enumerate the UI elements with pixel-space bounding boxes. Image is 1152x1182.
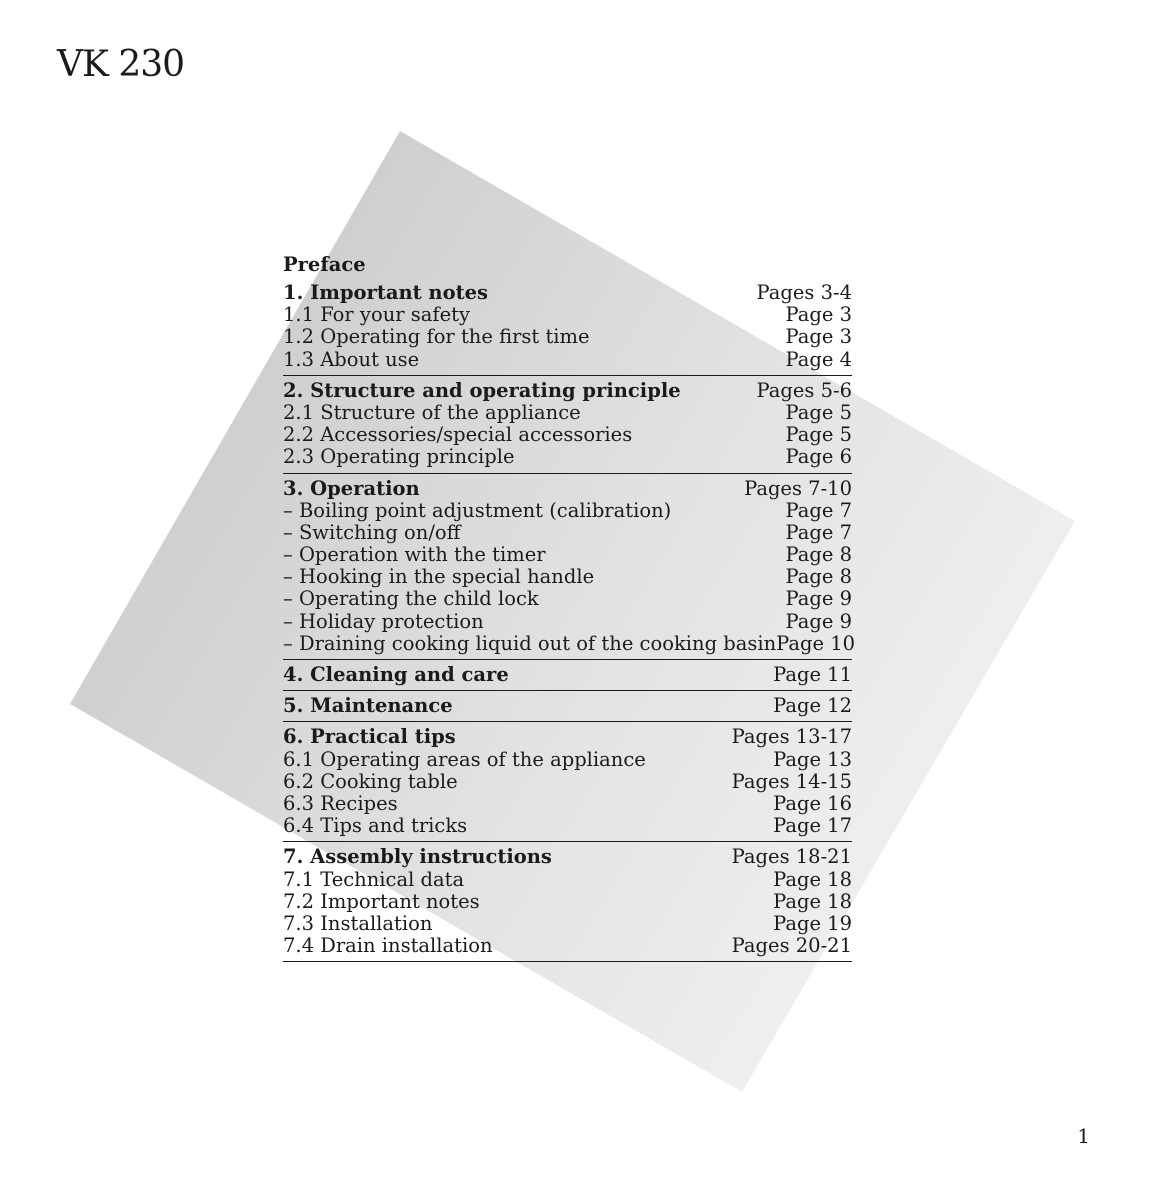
toc-section: [283, 476, 856, 661]
toc-entry: [283, 500, 852, 522]
toc-entry: [283, 749, 852, 771]
toc-heading-pages: Pages 18-21: [731, 845, 852, 869]
toc-heading-label: 7. Assembly instructions: [283, 845, 552, 869]
toc-entry-pages: Page 7: [785, 498, 852, 522]
toc-heading-label: 1. Important notes: [283, 281, 489, 304]
toc-entry-pages: Page 4: [785, 347, 852, 371]
toc-entry-pages: Page 7: [785, 520, 852, 544]
toc-entry-label: 7.3 Installation: [283, 911, 433, 935]
toc-section: [283, 282, 852, 376]
toc-heading-pages: Pages 5-6: [756, 378, 852, 402]
toc-section-heading: [283, 380, 852, 402]
toc-entry-pages: Page 18: [773, 867, 852, 891]
toc-heading-label: 2. Structure and operating principle: [283, 378, 681, 402]
toc-entry-label: – Boiling point adjustment (calibration): [283, 498, 672, 522]
toc-entry-pages: Page 6: [785, 445, 852, 469]
toc-entry-pages: Page 10: [776, 631, 856, 655]
toc-section-heading: [283, 282, 852, 304]
toc-entry-pages: Page 9: [785, 587, 852, 611]
toc-heading-pages: Page 12: [773, 694, 852, 718]
toc-heading-pages: Pages 3-4: [756, 281, 852, 304]
toc-section: [283, 846, 852, 962]
toc-entry-pages: Page 3: [785, 325, 852, 349]
toc-entry: [283, 402, 852, 424]
toc-entry: [283, 566, 852, 588]
toc-entry-label: 2.3 Operating principle: [283, 445, 515, 469]
toc-entry-label: – Switching on/off: [283, 520, 461, 544]
toc-entry-label: 7.1 Technical data: [283, 867, 465, 891]
toc-entry-label: 7.2 Important notes: [283, 889, 480, 913]
toc-entry-label: 1.1 For your safety: [283, 303, 471, 327]
toc-preface: Preface: [283, 253, 366, 276]
toc-entry: [283, 815, 852, 837]
toc-entry-label: – Holiday protection: [283, 609, 484, 633]
toc-entry-label: 1.3 About use: [283, 347, 420, 371]
toc-entry-pages: Page 9: [785, 609, 852, 633]
toc-entry-label: 2.2 Accessories/special accessories: [283, 423, 633, 447]
toc-entry-label: 1.2 Operating for the first time: [283, 325, 590, 349]
toc-entry-label: 7.4 Drain installation: [283, 934, 493, 958]
toc-entry: [283, 891, 852, 913]
toc-heading-label: 5. Maintenance: [283, 694, 453, 718]
toc-entry: [283, 771, 852, 793]
toc-entry: [283, 304, 852, 326]
toc-entry-pages: Page 8: [785, 543, 852, 567]
toc-heading-label: 4. Cleaning and care: [283, 663, 509, 686]
toc-section-heading: [283, 478, 852, 500]
toc-entry: [283, 424, 852, 446]
toc-entry-pages: Page 17: [773, 814, 852, 838]
toc-heading-label: 3. Operation: [283, 476, 420, 500]
document-title: VK 230: [57, 44, 185, 85]
toc-section-heading: [283, 846, 852, 868]
toc-entry-label: 6.1 Operating areas of the appliance: [283, 747, 646, 771]
toc-entry-label: – Hooking in the special handle: [283, 565, 595, 589]
toc-entry: [283, 326, 852, 348]
toc-section-heading: [283, 695, 852, 717]
toc-entry-pages: Page 5: [785, 423, 852, 447]
toc-entry-label: – Operating the child lock: [283, 587, 539, 611]
toc-entry: [283, 793, 852, 815]
toc-section-heading: [283, 726, 852, 748]
toc-entry-pages: Page 8: [785, 565, 852, 589]
toc-entry: [283, 349, 852, 371]
table-of-contents: [283, 252, 856, 962]
toc-entry: [283, 544, 852, 566]
toc-heading-label: 6. Practical tips: [283, 725, 456, 749]
toc-entry-pages: Page 16: [773, 791, 852, 815]
toc-entry-label: 2.1 Structure of the appliance: [283, 400, 581, 424]
toc-entry-label: – Draining cooking liquid out of the cooking basin: [283, 631, 777, 655]
toc-entry: [283, 869, 852, 891]
toc-entry-pages: Pages 20-21: [731, 934, 852, 958]
toc-entry-label: 6.3 Recipes: [283, 791, 398, 815]
toc-section: [283, 695, 852, 722]
toc-entry-pages: Page 13: [773, 747, 852, 771]
toc-entry-pages: Page 3: [785, 303, 852, 327]
toc-entry: [283, 935, 852, 957]
toc-section: [283, 726, 852, 842]
toc-entry: [283, 611, 852, 633]
toc-entry-label: – Operation with the timer: [283, 543, 546, 567]
toc-entry-pages: Page 18: [773, 889, 852, 913]
toc-heading-pages: Pages 7-10: [744, 476, 852, 500]
toc-entry-label: 6.2 Cooking table: [283, 769, 458, 793]
toc-section: [283, 380, 852, 474]
toc-entry: [283, 631, 856, 655]
toc-section-heading: [283, 664, 852, 686]
toc-entry-pages: Page 5: [785, 400, 852, 424]
toc-section: [283, 664, 852, 691]
toc-entry: [283, 588, 852, 610]
toc-entry: [283, 522, 852, 544]
toc-entry-label: 6.4 Tips and tricks: [283, 814, 468, 838]
toc-entry: [283, 446, 852, 468]
toc-heading-pages: Pages 13-17: [731, 725, 852, 749]
toc-entry-pages: Page 19: [773, 911, 852, 935]
toc-entry-pages: Pages 14-15: [731, 769, 852, 793]
toc-heading-pages: Page 11: [773, 663, 852, 686]
page-number: 1: [1077, 1124, 1090, 1148]
toc-sections: [283, 281, 856, 962]
toc-entry: [283, 913, 852, 935]
